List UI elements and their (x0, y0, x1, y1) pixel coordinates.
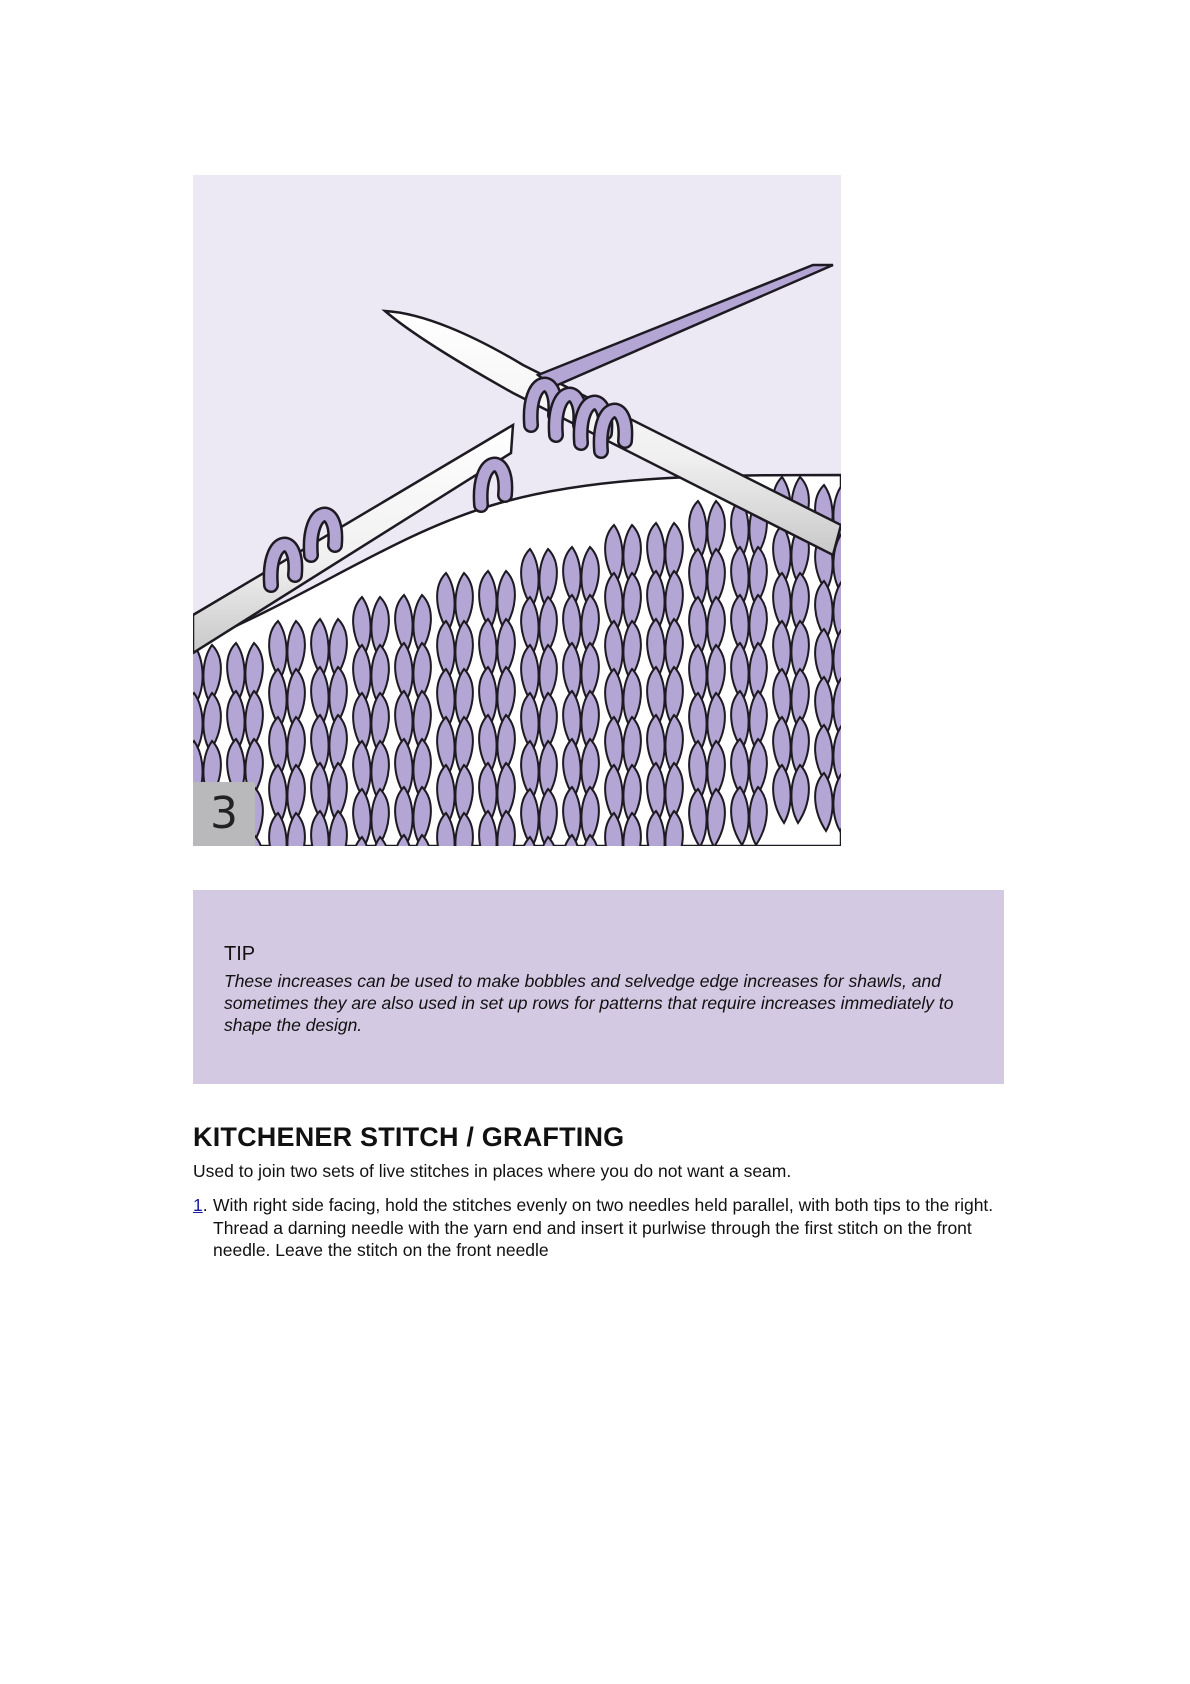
knitting-illustration (193, 175, 841, 846)
tip-title: TIP (224, 943, 256, 965)
loop (481, 465, 506, 505)
tip-text: These increases can be used to make bobbles and selvedge edge increases for shawls, and sometimes they are also used in set up rows for patterns that require increases immediately to shape the design. (224, 971, 954, 1035)
step-number: 1. (193, 1195, 208, 1215)
working-yarn (538, 265, 833, 387)
step-number-badge: 3 (193, 782, 255, 846)
step-text: With right side facing, hold the stitches evenly on two needles held parallel, with both tips to the right. Thread a darning needle with the yarn end and insert it purlwise through the first stitch on the front needle. Leave the stitch on the front needle (213, 1195, 994, 1260)
kitchener-section (193, 1120, 1008, 1262)
step-number-link[interactable]: 1 (193, 1195, 203, 1215)
section-intro: Used to join two sets of live stitches in places where you do not want a seam. (193, 1161, 792, 1181)
tip-box (193, 890, 1004, 1084)
section-title: KITCHENER STITCH / GRAFTING (193, 1122, 625, 1152)
step-item (193, 1194, 1008, 1262)
knitting-diagram (193, 175, 841, 846)
